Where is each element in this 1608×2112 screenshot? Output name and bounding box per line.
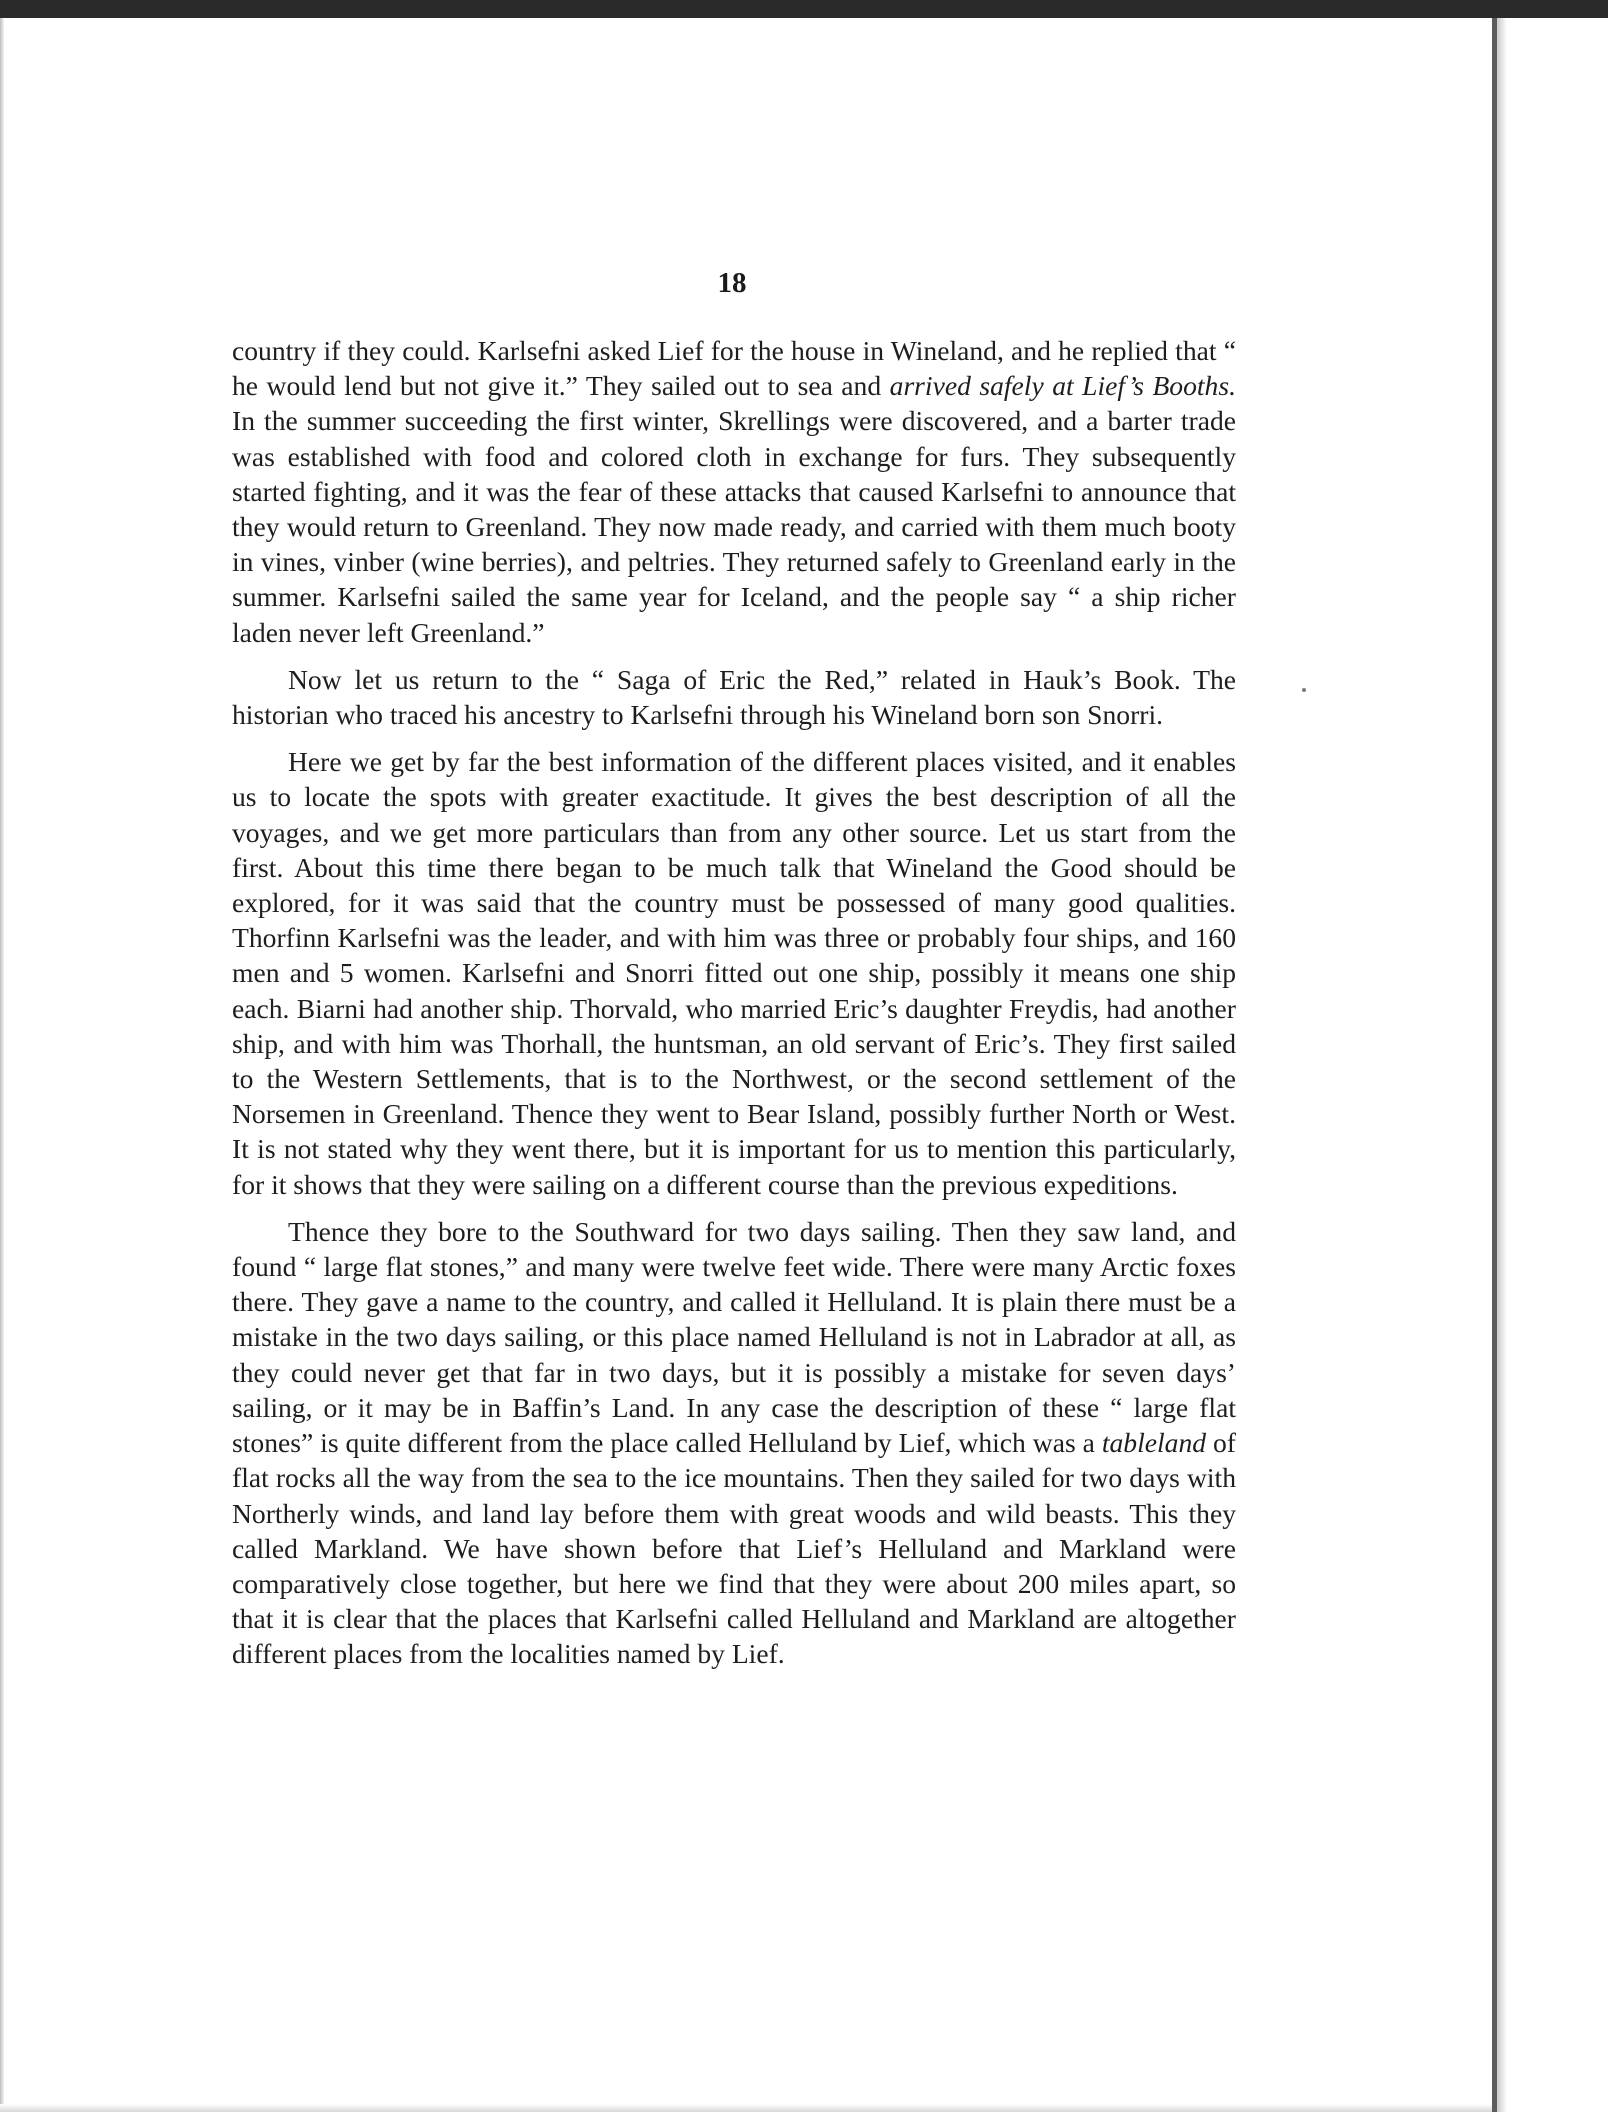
- body-text: [232, 333, 1236, 1672]
- scan-speck: [1302, 688, 1306, 692]
- page-number: 18: [717, 267, 747, 299]
- page-bottom-edge: [0, 2104, 1500, 2112]
- spine-shadow: [1497, 18, 1507, 2112]
- paragraph-1-text-b: In the summer succeeding the first winter, Skrellings were discovered, and a barter trade was established with food and colored cloth in exchange for furs. They subsequently started fighting, and it was the fear of these attacks that caused Karlsefni to announce that they would return to Greenland. They now made ready, and carried with them much booty in vines, vinber (wine berries), and peltries. They returned safely to Greenland early in the summer. Karlsefni sailed the same year for Iceland, and the people say “ a ship richer laden never left Greenland.”: [232, 405, 1236, 648]
- paragraph-1-text-a: country if they could. Karlsefni asked Lief for the house in Wineland, and he replied that “ he would lend but not give it.” They sailed out to sea and: [232, 335, 1236, 402]
- paragraph-4-text-b: of flat rocks all the way from the sea to the ice mountains. Then they sailed for two days with Northerly winds, and land lay before them with great woods and wild beasts. This they called Markland. We have shown before that Lief’s Helluland and Markland were comparatively close together, but here we find that they were about 200 miles apart, so that it is clear that the places that Karlsefni called Helluland and Markland are altogether different places from the localities named by Lief.: [232, 1427, 1236, 1670]
- page-left-edge: [0, 18, 4, 2112]
- paragraph-4-italic: tableland: [1101, 1427, 1207, 1459]
- paragraph-4: [232, 1214, 1236, 1672]
- paragraph-1: [232, 333, 1236, 650]
- paragraph-2-text: Now let us return to the “ Saga of Eric the Red,” related in Hauk’s Book. The historian who traced his ancestry to Karlsefni through his Wineland born son Snorri.: [232, 663, 1236, 731]
- paragraph-3: [232, 744, 1236, 1202]
- paragraph-4-text-a: Thence they bore to the Southward for two days sailing. Then they saw land, and found “ large flat stones,” and many were twelve feet wide. There were many Arctic foxes there. They gave a name to the country, and called it Helluland. It is plain there must be a mistake in the two days sailing, or this place named Helluland is not in Labrador at all, as they could never get that far in two days, but it is possibly a mistake for seven days’ sailing, or it may be in Baffin’s Land. In any case the description of these “ large flat stones” is quite different from the place called Helluland by Lief, which was a: [232, 1215, 1236, 1459]
- paragraph-3-text: Here we get by far the best information of the different places visited, and it enables us to locate the spots with greater exactitude. It gives the best description of all the voyages, and we get more particulars than from any other source. Let us start from the first. About this time there began to be much talk that Wineland the Good should be explored, for it was said that the country must be possessed of many good qualities. Thorfinn Karlsefni was the leader, and with him was three or probably four ships, and 160 men and 5 women. Karlsefni and Snorri fitted out one ship, possibly it means one ship each. Biarni had another ship. Thorvald, who married Eric’s daughter Freydis, had another ship, and with him was Thorhall, the huntsman, an old servant of Eric’s. They first sailed to the Western Settlements, that is to the Northwest, or the second settlement of the Norsemen in Greenland. Thence they went to Bear Island, possibly further North or West. It is not stated why they went there, but it is important for us to mention this particularly, for it shows that they were sailing on a different course than the previous expeditions.: [232, 746, 1236, 1200]
- paragraph-1-italic: arrived safely at Lief’s Booths.: [889, 370, 1236, 402]
- paragraph-2: [232, 662, 1236, 732]
- scan-top-border: [0, 0, 1608, 18]
